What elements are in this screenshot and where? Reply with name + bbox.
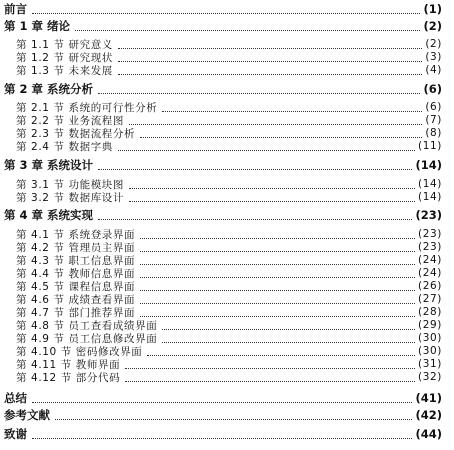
toc-entry-title: 第 3.2 节 数据库设计 — [16, 191, 125, 204]
dot-leader — [129, 201, 415, 202]
toc-entry-title: 第 2.2 节 业务流程图 — [16, 114, 125, 127]
toc-entry-title: 第 4.2 节 管理员主界面 — [16, 241, 136, 254]
dot-leader — [118, 150, 415, 151]
toc-entry-title: 第 2.4 节 数据字典 — [16, 140, 113, 153]
toc-entry-title: 第 4.8 节 员工查看成绩界面 — [16, 319, 158, 332]
toc-entry-title: 前言 — [4, 2, 27, 16]
toc-page-number: (42) — [415, 408, 442, 422]
toc-page-number: (14) — [418, 191, 442, 203]
toc-section-entry[interactable] — [0, 369, 454, 385]
toc-page-number: (41) — [415, 391, 442, 405]
toc-page-number: (4) — [425, 64, 442, 76]
toc-entry-title: 第 1 章 绪论 — [4, 19, 71, 33]
dot-leader — [75, 30, 420, 31]
toc-entry-title: 第 1.1 节 研究意义 — [16, 38, 113, 51]
toc-page-number: (14) — [418, 178, 442, 190]
toc-page-number: (30) — [418, 332, 442, 344]
toc-entry-title: 第 4.4 节 教师信息界面 — [16, 267, 136, 280]
toc-chapter-entry[interactable] — [0, 157, 454, 173]
toc-page-number: (7) — [425, 114, 442, 126]
toc-page-number: (3) — [425, 51, 442, 63]
toc-section-entry[interactable] — [0, 189, 454, 205]
toc-page-number: (26) — [418, 280, 442, 292]
dot-leader — [32, 438, 412, 439]
dot-leader — [55, 419, 412, 420]
toc-chapter-entry[interactable] — [0, 1, 454, 17]
toc-entry-title: 第 4.12 节 部分代码 — [16, 371, 121, 384]
dot-leader — [98, 93, 420, 94]
dot-leader — [118, 74, 422, 75]
toc-entry-title: 第 2.1 节 系统的可行性分析 — [16, 101, 158, 114]
toc-entry-title: 第 4.11 节 教师界面 — [16, 358, 121, 371]
toc-entry-title: 第 4.9 节 员工信息修改界面 — [16, 332, 158, 345]
toc-entry-title: 致谢 — [4, 427, 27, 441]
toc-entry-title: 第 4.3 节 职工信息界面 — [16, 254, 136, 267]
toc-page-number: (44) — [415, 427, 442, 441]
dot-leader — [32, 402, 412, 403]
toc-page-number: (27) — [418, 293, 442, 305]
toc-page-number: (2) — [423, 19, 442, 33]
toc-page-number: (11) — [418, 140, 442, 152]
toc-page-number: (28) — [418, 306, 442, 318]
toc-entry-title: 第 1.2 节 研究现状 — [16, 51, 113, 64]
toc-page-number: (1) — [423, 2, 442, 16]
toc-entry-title: 第 4.6 节 成绩查看界面 — [16, 293, 136, 306]
toc-chapter-entry[interactable] — [0, 207, 454, 223]
toc-page-number: (24) — [418, 254, 442, 266]
dot-leader — [32, 13, 420, 14]
toc-page-number: (32) — [418, 371, 442, 383]
toc-entry-title: 第 4.10 节 密码修改界面 — [16, 345, 143, 358]
dot-leader — [98, 169, 412, 170]
toc-chapter-entry[interactable] — [0, 390, 454, 406]
toc-page-number: (8) — [425, 127, 442, 139]
dot-leader — [98, 219, 412, 220]
toc-chapter-entry[interactable] — [0, 407, 454, 423]
toc-chapter-entry[interactable] — [0, 18, 454, 34]
toc-page-number: (6) — [425, 101, 442, 113]
toc-entry-title: 第 4.7 节 部门推荐界面 — [16, 306, 136, 319]
toc-page-number: (2) — [425, 38, 442, 50]
toc-chapter-entry[interactable] — [0, 81, 454, 97]
toc-entry-title: 第 1.3 节 未来发展 — [16, 64, 113, 77]
toc-page-number: (23) — [415, 208, 442, 222]
toc-page-number: (14) — [415, 158, 442, 172]
toc-page-number: (23) — [418, 228, 442, 240]
toc-entry-title: 参考文献 — [4, 408, 50, 422]
dot-leader — [125, 381, 415, 382]
toc-entry-title: 第 2.3 节 数据流程分析 — [16, 127, 136, 140]
toc-entry-title: 第 4.5 节 课程信息界面 — [16, 280, 136, 293]
toc-page-number: (29) — [418, 319, 442, 331]
toc-page-number: (6) — [423, 82, 442, 96]
toc-section-entry[interactable] — [0, 138, 454, 154]
toc-entry-title: 第 3.1 节 功能模块图 — [16, 178, 125, 191]
toc-chapter-entry[interactable] — [0, 426, 454, 442]
toc-entry-title: 第 2 章 系统分析 — [4, 82, 94, 96]
toc-entry-title: 第 4.1 节 系统登录界面 — [16, 228, 136, 241]
toc-entry-title: 总结 — [4, 391, 27, 405]
toc-page-number: (23) — [418, 241, 442, 253]
toc-entry-title: 第 4 章 系统实现 — [4, 208, 94, 222]
toc-entry-title: 第 3 章 系统设计 — [4, 158, 94, 172]
toc-page-number: (30) — [418, 345, 442, 357]
toc-page-number: (24) — [418, 267, 442, 279]
toc-section-entry[interactable] — [0, 62, 454, 78]
toc-page-number: (31) — [418, 358, 442, 370]
